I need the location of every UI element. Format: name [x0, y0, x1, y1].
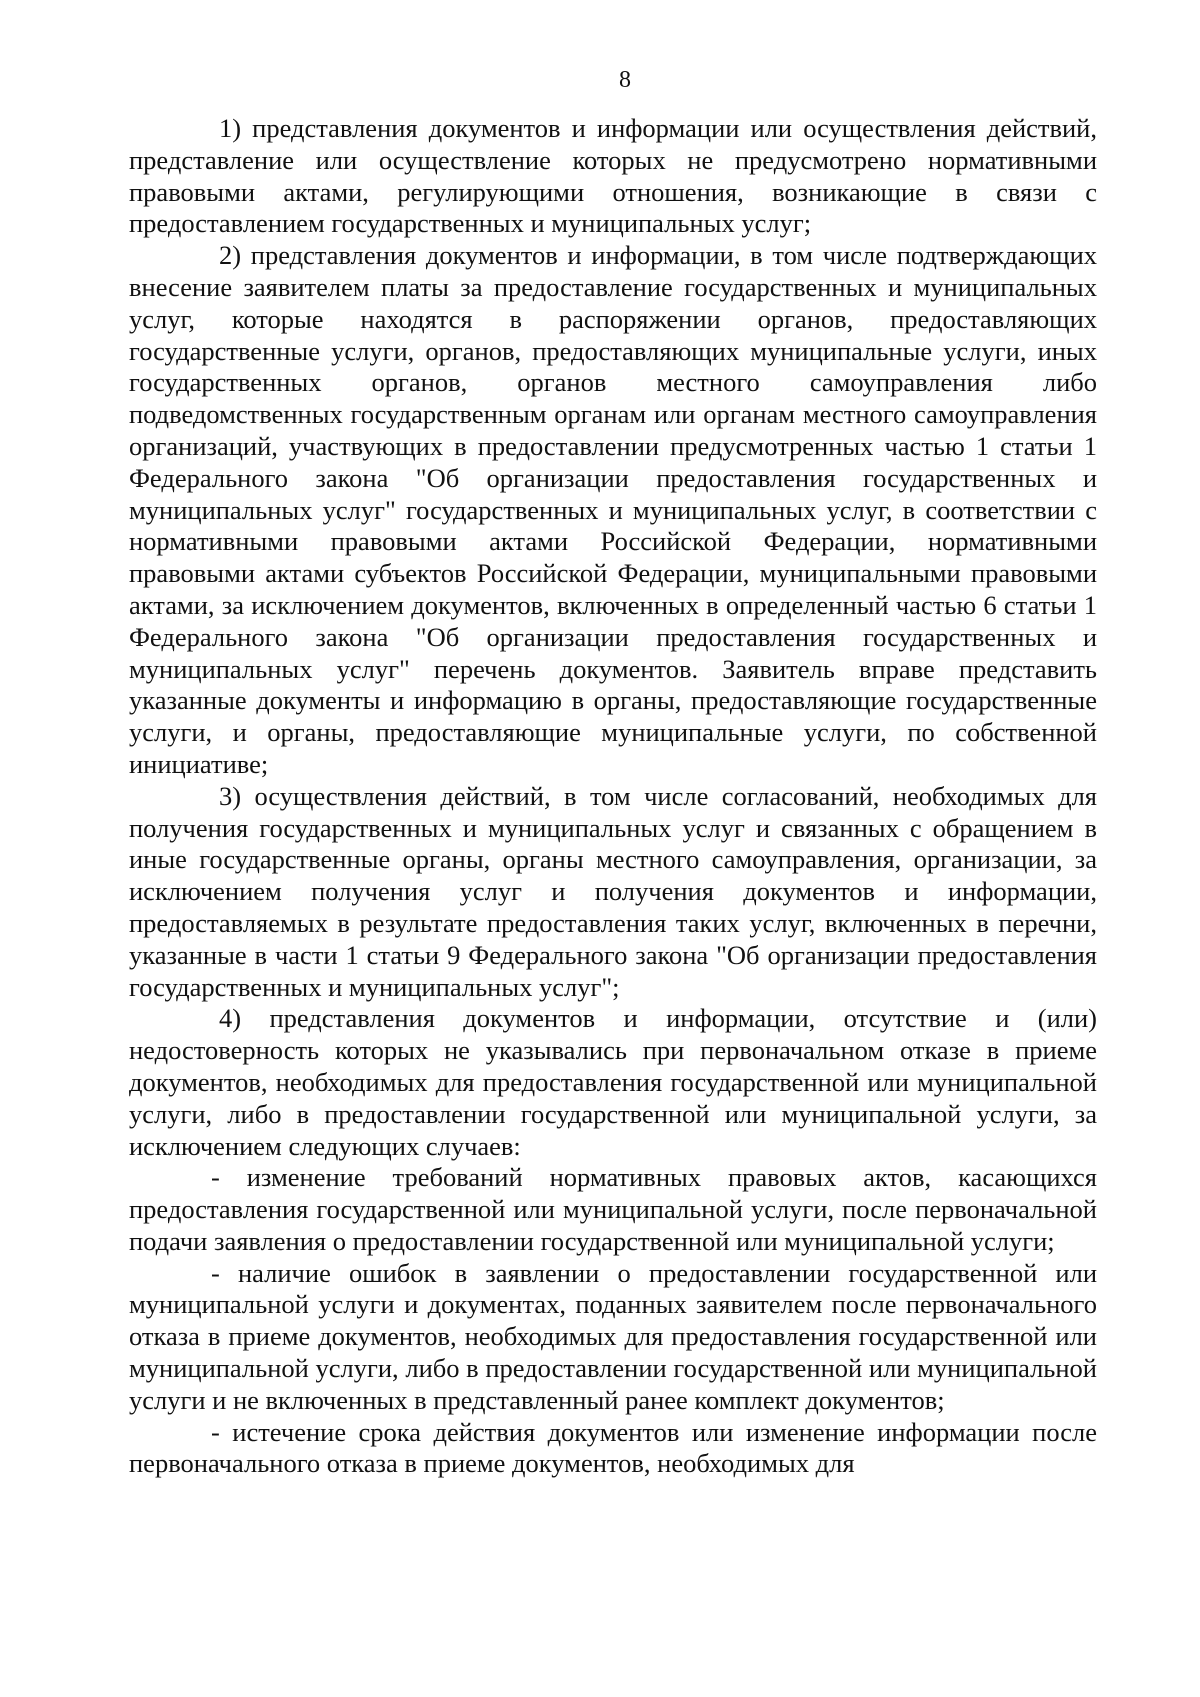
document-body — [129, 113, 1097, 1480]
paragraph-item-2: 2) представления документов и информации, в том числе подтверждающих внесение заявителем платы за предоставление государственных и муниципальных услуг, которые находятся в распоряжении органов, предоставляющих государственные услуги, органов, предоставляющих муниципальные услуги, иных государственных органов, органов местного самоуправления либо подведомственных государственным органам или органам местного самоуправления организаций, участвующих в предоставлении предусмотренных частью 1 статьи 1 Федерального закона "Об организации предоставления государственных и муниципальных услуг" государственных и муниципальных услуг, в соответствии с нормативными правовыми актами Российской Федерации, нормативными правовыми актами субъектов Российской Федерации, муниципальными правовыми актами, за исключением документов, включенных в определенный частью 6 статьи 1 Федерального закона "Об организации предоставления государственных и муниципальных услуг" перечень документов. Заявитель вправе представить указанные документы и информацию в органы, предоставляющие государственные услуги, и органы, предоставляющие муниципальные услуги, по собственной инициативе; — [129, 240, 1097, 779]
paragraph-item-1: 1) представления документов и информации или осуществления действий, представление или осуществление которых не предусмотрено нормативными правовыми актами, регулирующими отношения, возникающие в связи с предоставлением государственных и муниципальных услуг; — [129, 113, 1097, 239]
paragraph-exception-1: - изменение требований нормативных правовых актов, касающихся предоставления государственной или муниципальной услуги, после первоначальной подачи заявления о предоставлении государственной или муниципальной услуги; — [129, 1162, 1097, 1256]
page-number: 8 — [619, 67, 631, 93]
paragraph-exception-3: - истечение срока действия документов или изменение информации после первоначального отказа в приеме документов, необходимых для — [129, 1416, 1097, 1479]
paragraph-item-3: 3) осуществления действий, в том числе согласований, необходимых для получения государственных и муниципальных услуг и связанных с обращением в иные государственные органы, органы местного самоуправления, организации, за исключением получения услуг и получения документов и информации, предоставляемых в результате предоставления таких услуг, включенных в перечни, указанные в части 1 статьи 9 Федерального закона "Об организации предоставления государственных и муниципальных услуг"; — [129, 780, 1097, 1002]
paragraph-exception-2: - наличие ошибок в заявлении о предоставлении государственной или муниципальной услуги и документах, поданных заявителем после первоначального отказа в приеме документов, необходимых для предоставления государственной или муниципальной услуги, либо в предоставлении государственной или муниципальной услуги и не включенных в представленный ранее комплект документов; — [129, 1257, 1097, 1415]
paragraph-item-4: 4) представления документов и информации, отсутствие и (или) недостоверность которых не указывались при первоначальном отказе в приеме документов, необходимых для предоставления государственной или муниципальной услуги, либо в предоставлении государственной или муниципальной услуги, за исключением следующих случаев: — [129, 1003, 1097, 1161]
